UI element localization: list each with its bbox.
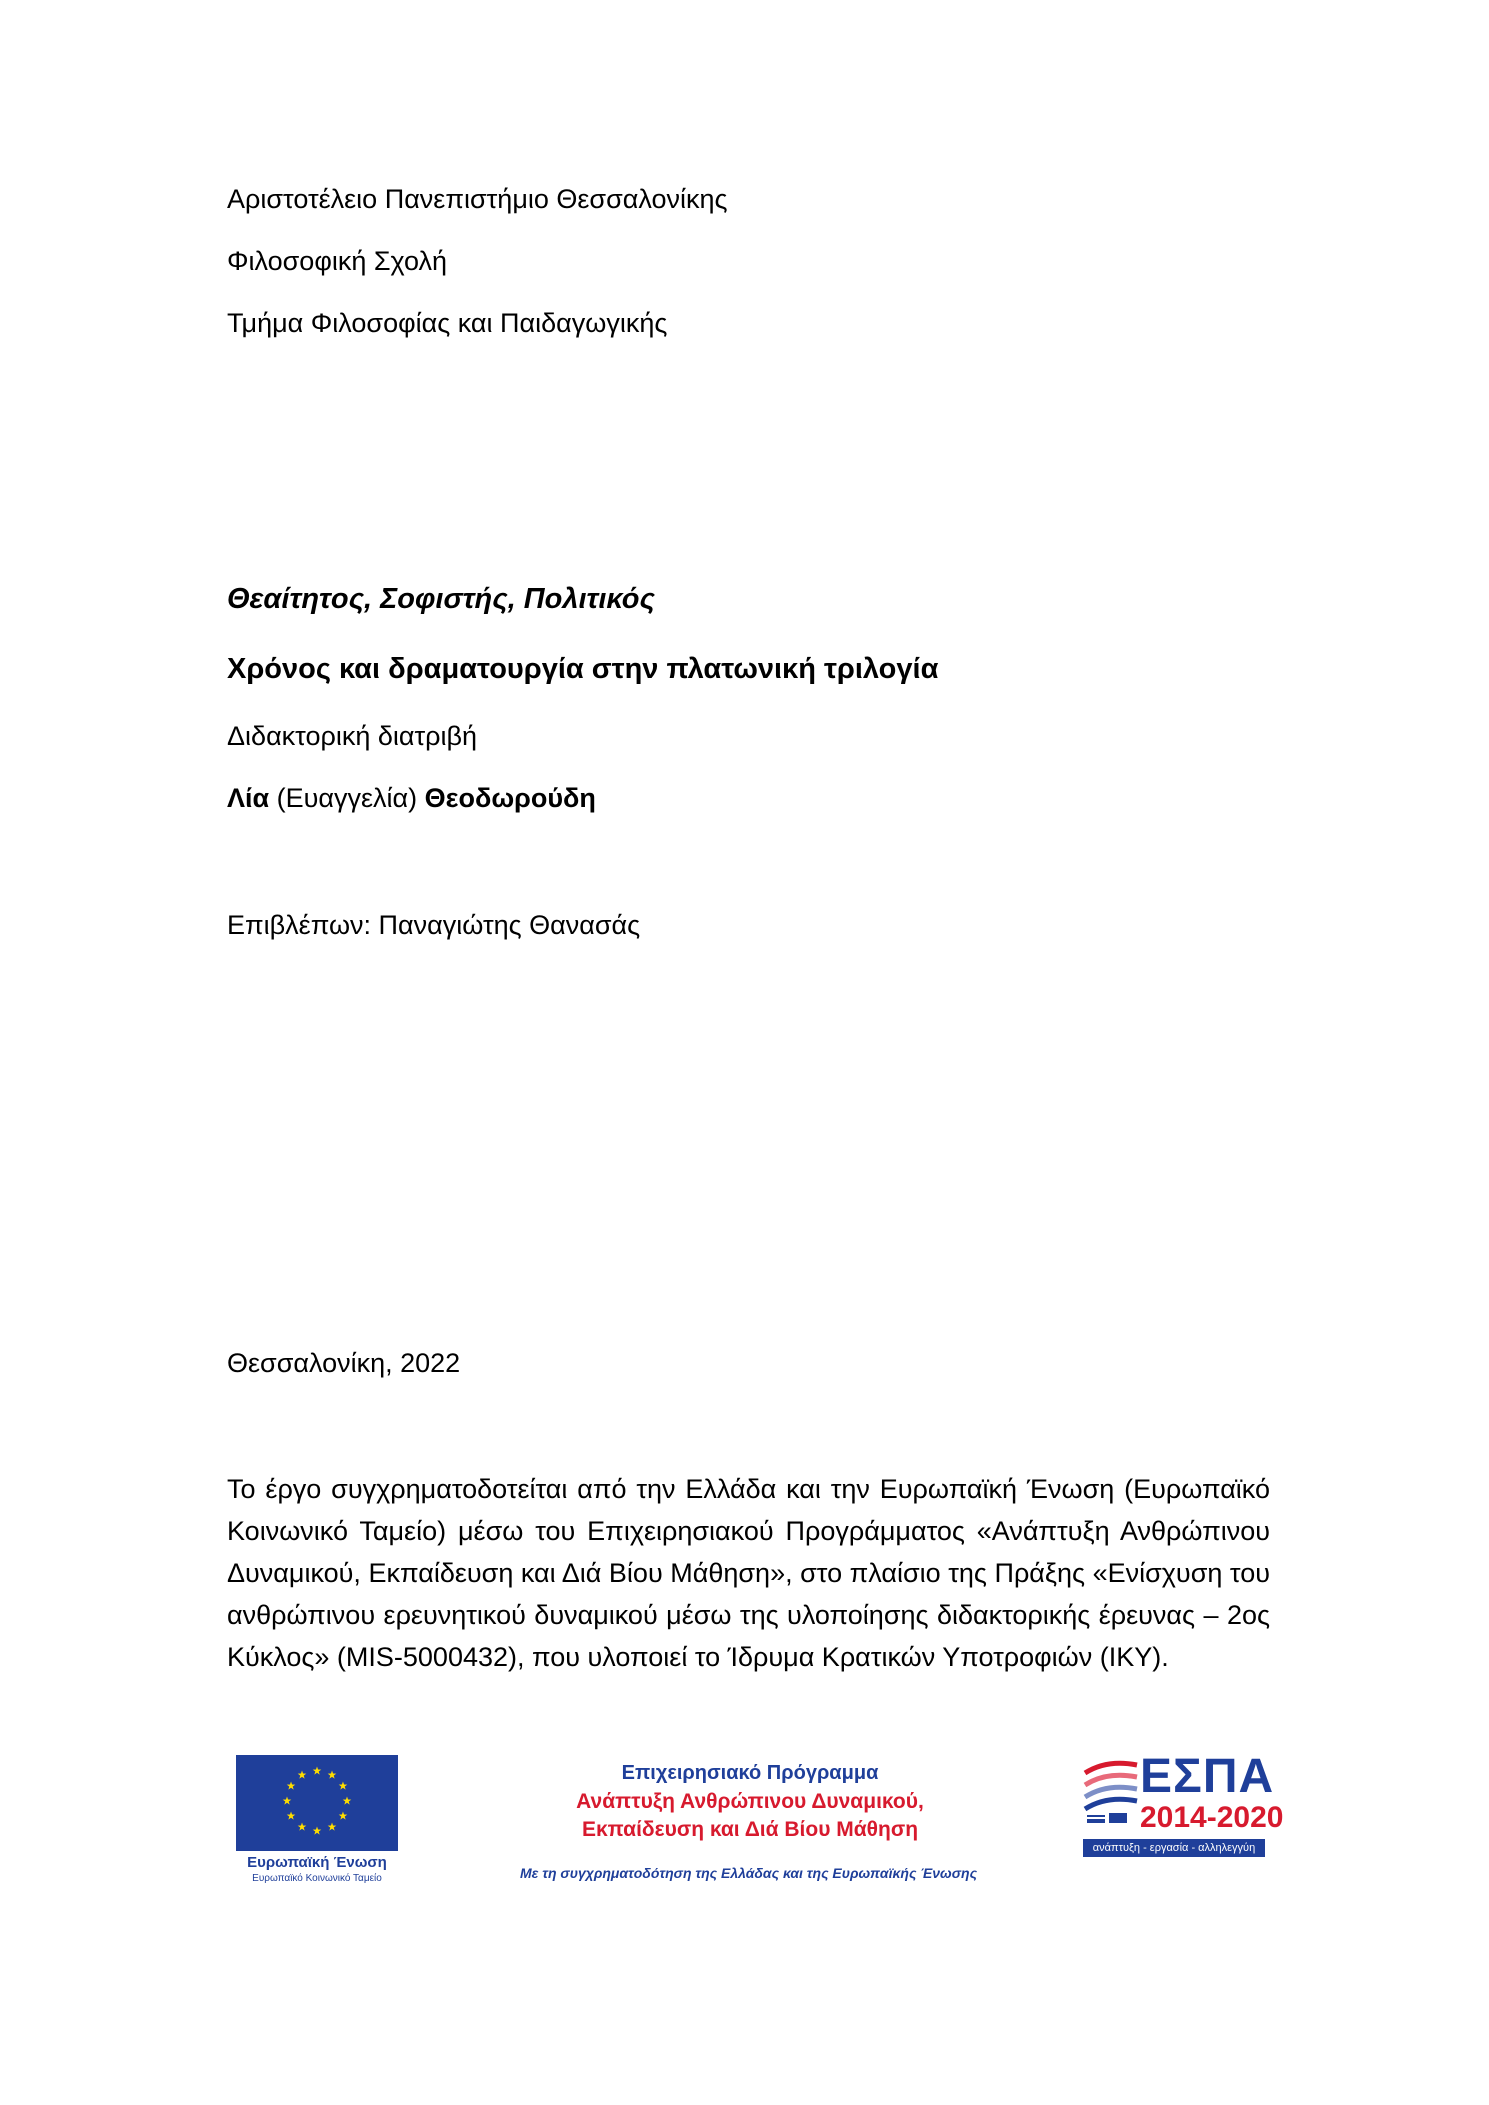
programme-logo-line1: Επιχειρησιακό Πρόγραμμα	[621, 1762, 879, 1784]
eu-star-icon	[287, 1782, 296, 1790]
author-first-name: Λία	[227, 783, 270, 813]
eu-star-icon	[298, 1822, 307, 1830]
eu-star-icon	[339, 1812, 348, 1820]
programme-logo-cofunding: Με τη συγχρηματοδότηση της Ελλάδας και της Ευρωπαϊκής Ένωσης	[520, 1865, 978, 1881]
espa-waves-icon	[1083, 1755, 1139, 1825]
espa-logo-tagline: ανάπτυξη - εργασία - αλληλεγγύη	[1083, 1839, 1265, 1857]
department-name: Τμήμα Φιλοσοφίας και Παιδαγωγικής	[227, 308, 668, 338]
eu-logo-subname: Ευρωπαϊκό Κοινωνικό Ταμείο	[252, 1873, 382, 1884]
eu-star-icon	[328, 1822, 337, 1830]
author-name	[227, 781, 596, 815]
eu-star-icon	[313, 1767, 322, 1775]
eu-star-icon	[328, 1771, 337, 1779]
eu-logo-name: Ευρωπαϊκή Ένωση	[247, 1854, 387, 1871]
espa-logo	[1083, 1749, 1284, 1864]
university-name: Αριστοτέλειο Πανεπιστήμιο Θεσσαλονίκης	[227, 184, 728, 214]
thesis-subtitle: Χρόνος και δραματουργία στην πλατωνική τριλογία	[227, 653, 939, 685]
supervisor: Επιβλέπων: Παναγιώτης Θανασάς	[227, 910, 641, 940]
eu-stars-icon	[236, 1755, 398, 1851]
programme-logo	[500, 1762, 1020, 1892]
funding-statement: Το έργο συγχρηματοδοτείται από την Ελλάδα και την Ευρωπαϊκή Ένωση (Ευρωπαϊκό Κοινωνικό Ταμείο) μέσω του Επιχειρησιακού Προγράμματος «Ανάπτυξη Ανθρώπινου Δυναμικού, Εκπαίδευση και Διά Βίου Μάθηση», στο πλαίσιο της Πράξης «Ενίσχυση του ανθρώπινου ερευνητικού δυναμικού μέσω της υλοποίησης διδακτορικής έρευνας – 2ος Κύκλος» (MIS-5000432), που υλοποιεί το Ίδρυμα Κρατικών Υποτροφιών (ΙΚΥ).	[227, 1474, 1270, 1672]
eu-star-icon	[287, 1812, 296, 1820]
author-middle-name: (Ευαγγελία)	[276, 783, 418, 813]
eu-star-icon	[298, 1771, 307, 1779]
programme-logo-line2: Ανάπτυξη Ανθρώπινου Δυναμικού,	[576, 1790, 924, 1813]
eu-flag-icon	[236, 1755, 398, 1851]
place-date: Θεσσαλονίκη, 2022	[227, 1348, 461, 1378]
thesis-title: Θεαίτητος, Σοφιστής, Πολιτικός	[227, 583, 655, 615]
school-name: Φιλοσοφική Σχολή	[227, 246, 448, 276]
espa-logo-word: ΕΣΠΑ	[1140, 1750, 1275, 1803]
author-last-name: Θεοδωρούδη	[424, 783, 596, 813]
thesis-type: Διδακτορική διατριβή	[227, 721, 478, 751]
eu-star-icon	[339, 1782, 348, 1790]
eu-star-icon	[343, 1797, 352, 1805]
espa-logo-years: 2014-2020	[1140, 1801, 1284, 1834]
eu-star-icon	[313, 1827, 322, 1835]
eu-star-icon	[283, 1797, 292, 1805]
eu-logo	[236, 1755, 398, 1885]
programme-logo-line3: Εκπαίδευση και Διά Βίου Μάθηση	[581, 1818, 919, 1841]
